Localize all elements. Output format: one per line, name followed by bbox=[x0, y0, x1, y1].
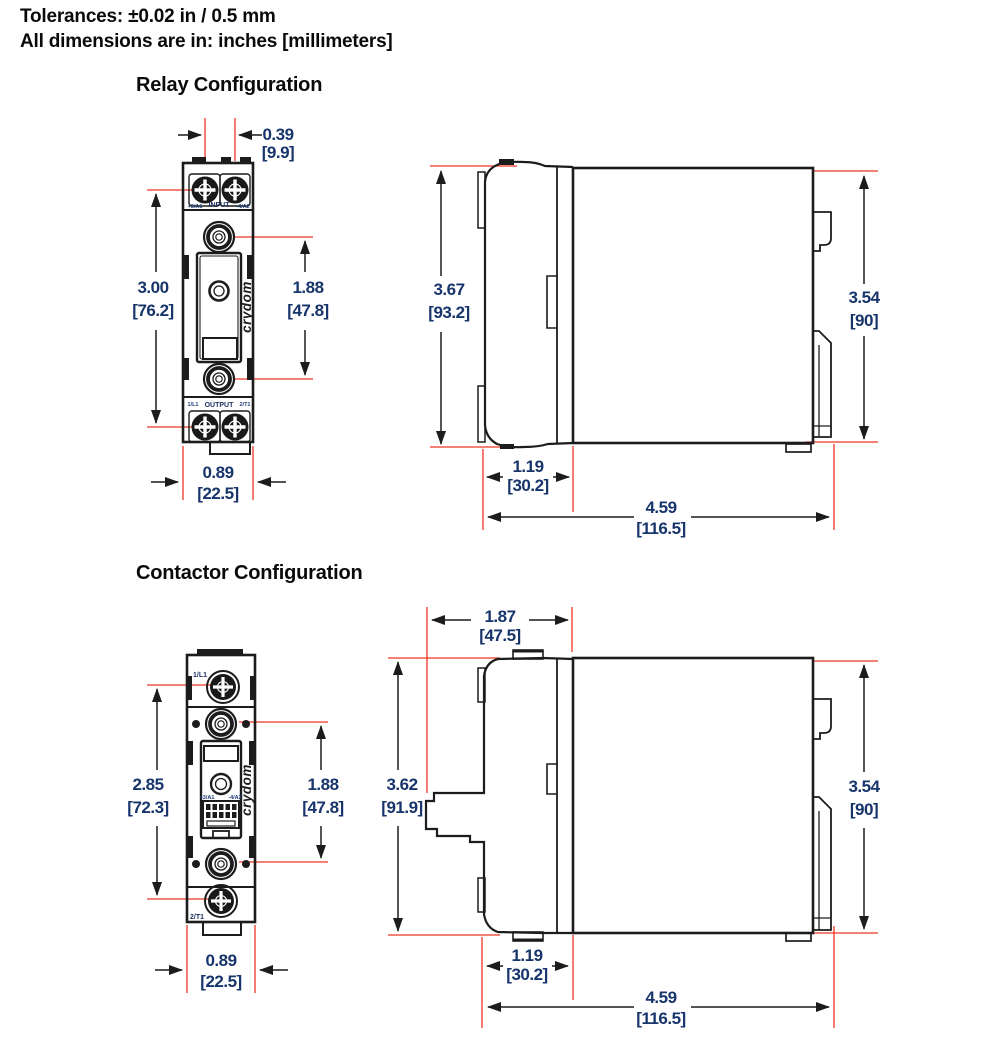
tolerances-note: Tolerances: ±0.02 in / 0.5 mm bbox=[20, 6, 276, 27]
dim-value: 0.89 bbox=[205, 951, 237, 970]
dim-contactor-depth-front bbox=[487, 946, 568, 984]
dim-contactor-height-rail bbox=[848, 665, 880, 929]
din-rail-latch bbox=[813, 797, 831, 930]
dim-value: 3.00 bbox=[137, 278, 169, 297]
relay-front-view bbox=[132, 118, 328, 503]
contactor-front-view bbox=[127, 649, 343, 993]
dim-contactor-terminal-span bbox=[127, 689, 168, 895]
din-rail-hook bbox=[813, 212, 831, 251]
dim-value-mm: [116.5] bbox=[636, 1009, 686, 1028]
screw-icon bbox=[192, 414, 219, 441]
dim-relay-connector-span bbox=[287, 241, 328, 375]
contactor-side-view bbox=[381, 607, 880, 1028]
dim-value: 2.85 bbox=[132, 775, 164, 794]
mount-dot-icon bbox=[242, 860, 250, 868]
relay-input-terminal-left-label: +3/A1 bbox=[187, 204, 203, 210]
dim-value-mm: [30.2] bbox=[507, 476, 549, 495]
screw-icon bbox=[222, 414, 249, 441]
dim-value: 1.19 bbox=[511, 946, 543, 965]
led-indicator-icon bbox=[211, 774, 231, 794]
dim-relay-width bbox=[151, 463, 286, 503]
din-rail-hook bbox=[813, 699, 831, 739]
dim-value-mm: [93.2] bbox=[428, 303, 470, 322]
dim-value: 3.54 bbox=[848, 777, 880, 796]
relay-side-device bbox=[478, 159, 831, 452]
connector-icon bbox=[204, 222, 234, 252]
relay-input-label: INPUT bbox=[208, 202, 230, 209]
dim-value: 3.67 bbox=[433, 280, 465, 299]
dim-relay-terminal-span bbox=[132, 194, 173, 423]
dim-value: 1.88 bbox=[292, 278, 324, 297]
dim-value-mm: [116.5] bbox=[636, 519, 686, 538]
dim-contactor-connector-span bbox=[302, 726, 343, 858]
dim-value-mm: [76.2] bbox=[132, 301, 174, 320]
screw-icon bbox=[222, 177, 249, 204]
control-connector-block bbox=[203, 801, 239, 828]
connector-icon bbox=[204, 364, 234, 394]
dim-relay-height-rail bbox=[848, 176, 880, 439]
dim-value-mm: [22.5] bbox=[200, 972, 242, 991]
din-clip-tab bbox=[210, 442, 250, 454]
dim-value: 1.19 bbox=[512, 457, 544, 476]
dim-value: 0.39 bbox=[262, 125, 294, 144]
relay-output-terminal-left-label: 1/L1 bbox=[187, 402, 199, 408]
dim-contactor-height-overall bbox=[381, 662, 422, 931]
contactor-front-device bbox=[187, 649, 255, 935]
dim-value-mm: [22.5] bbox=[197, 484, 239, 503]
connector-icon bbox=[206, 849, 236, 879]
dim-value-mm: [90] bbox=[849, 800, 879, 819]
relay-front-device bbox=[183, 157, 254, 454]
dim-relay-depth-overall bbox=[488, 498, 829, 538]
dim-value-mm: [90] bbox=[849, 311, 879, 330]
dim-value: 1.87 bbox=[484, 607, 516, 626]
din-rail-foot bbox=[786, 444, 811, 452]
relay-side-leader-lines bbox=[430, 166, 878, 530]
screw-icon bbox=[192, 177, 219, 204]
contactor-control-right-label: -4/A2 bbox=[228, 795, 242, 801]
relay-output-terminal-right-label: 2/T1 bbox=[239, 402, 251, 408]
dim-relay-height-overall bbox=[428, 171, 469, 444]
dim-value: 4.59 bbox=[645, 988, 677, 1007]
dim-contactor-depth-overall bbox=[488, 988, 829, 1028]
din-rail-latch bbox=[813, 331, 831, 437]
mount-dot-icon bbox=[242, 720, 250, 728]
dim-value-mm: [91.9] bbox=[381, 798, 423, 817]
connector-icon bbox=[206, 709, 236, 739]
dim-value-mm: [47.8] bbox=[287, 301, 329, 320]
brand-logo: crydom bbox=[239, 281, 254, 333]
brand-logo: crydom bbox=[239, 764, 254, 816]
relay-input-terminal-right-label: -4/A2 bbox=[236, 204, 250, 210]
dim-value-mm: [30.2] bbox=[506, 965, 548, 984]
units-note: All dimensions are in: inches [millimeters] bbox=[20, 31, 393, 52]
screw-icon bbox=[205, 885, 237, 917]
dim-value: 4.59 bbox=[645, 498, 677, 517]
dim-relay-depth-front bbox=[487, 457, 569, 495]
contactor-side-leader-lines bbox=[388, 607, 878, 1028]
screw-icon bbox=[207, 671, 239, 703]
dim-value: 1.88 bbox=[307, 775, 339, 794]
contactor-section-title: Contactor Configuration bbox=[136, 562, 363, 584]
dim-value: 3.62 bbox=[386, 775, 418, 794]
relay-output-label: OUTPUT bbox=[204, 402, 234, 409]
contactor-terminal-top-label: 1/L1 bbox=[192, 672, 208, 679]
dim-contactor-depth-top bbox=[432, 607, 568, 645]
contactor-control-left-label: +3/A1 bbox=[199, 795, 215, 801]
mount-dot-icon bbox=[192, 860, 200, 868]
relay-side-view bbox=[428, 159, 880, 538]
contactor-side-device bbox=[426, 650, 831, 941]
dim-contactor-width bbox=[155, 951, 288, 991]
dim-value-mm: [47.5] bbox=[479, 626, 521, 645]
dim-value: 0.89 bbox=[202, 463, 234, 482]
contactor-terminal-bottom-label: 2/T1 bbox=[189, 914, 205, 921]
dim-value-mm: [9.9] bbox=[261, 143, 295, 162]
relay-section-title: Relay Configuration bbox=[136, 74, 323, 96]
mount-dot-icon bbox=[192, 720, 200, 728]
dim-value-mm: [72.3] bbox=[127, 798, 169, 817]
led-indicator-icon bbox=[210, 282, 229, 301]
dim-value-mm: [47.8] bbox=[302, 798, 344, 817]
dim-relay-screw-spacing bbox=[178, 125, 294, 162]
dim-value: 3.54 bbox=[848, 288, 880, 307]
din-clip-tab bbox=[203, 922, 241, 935]
